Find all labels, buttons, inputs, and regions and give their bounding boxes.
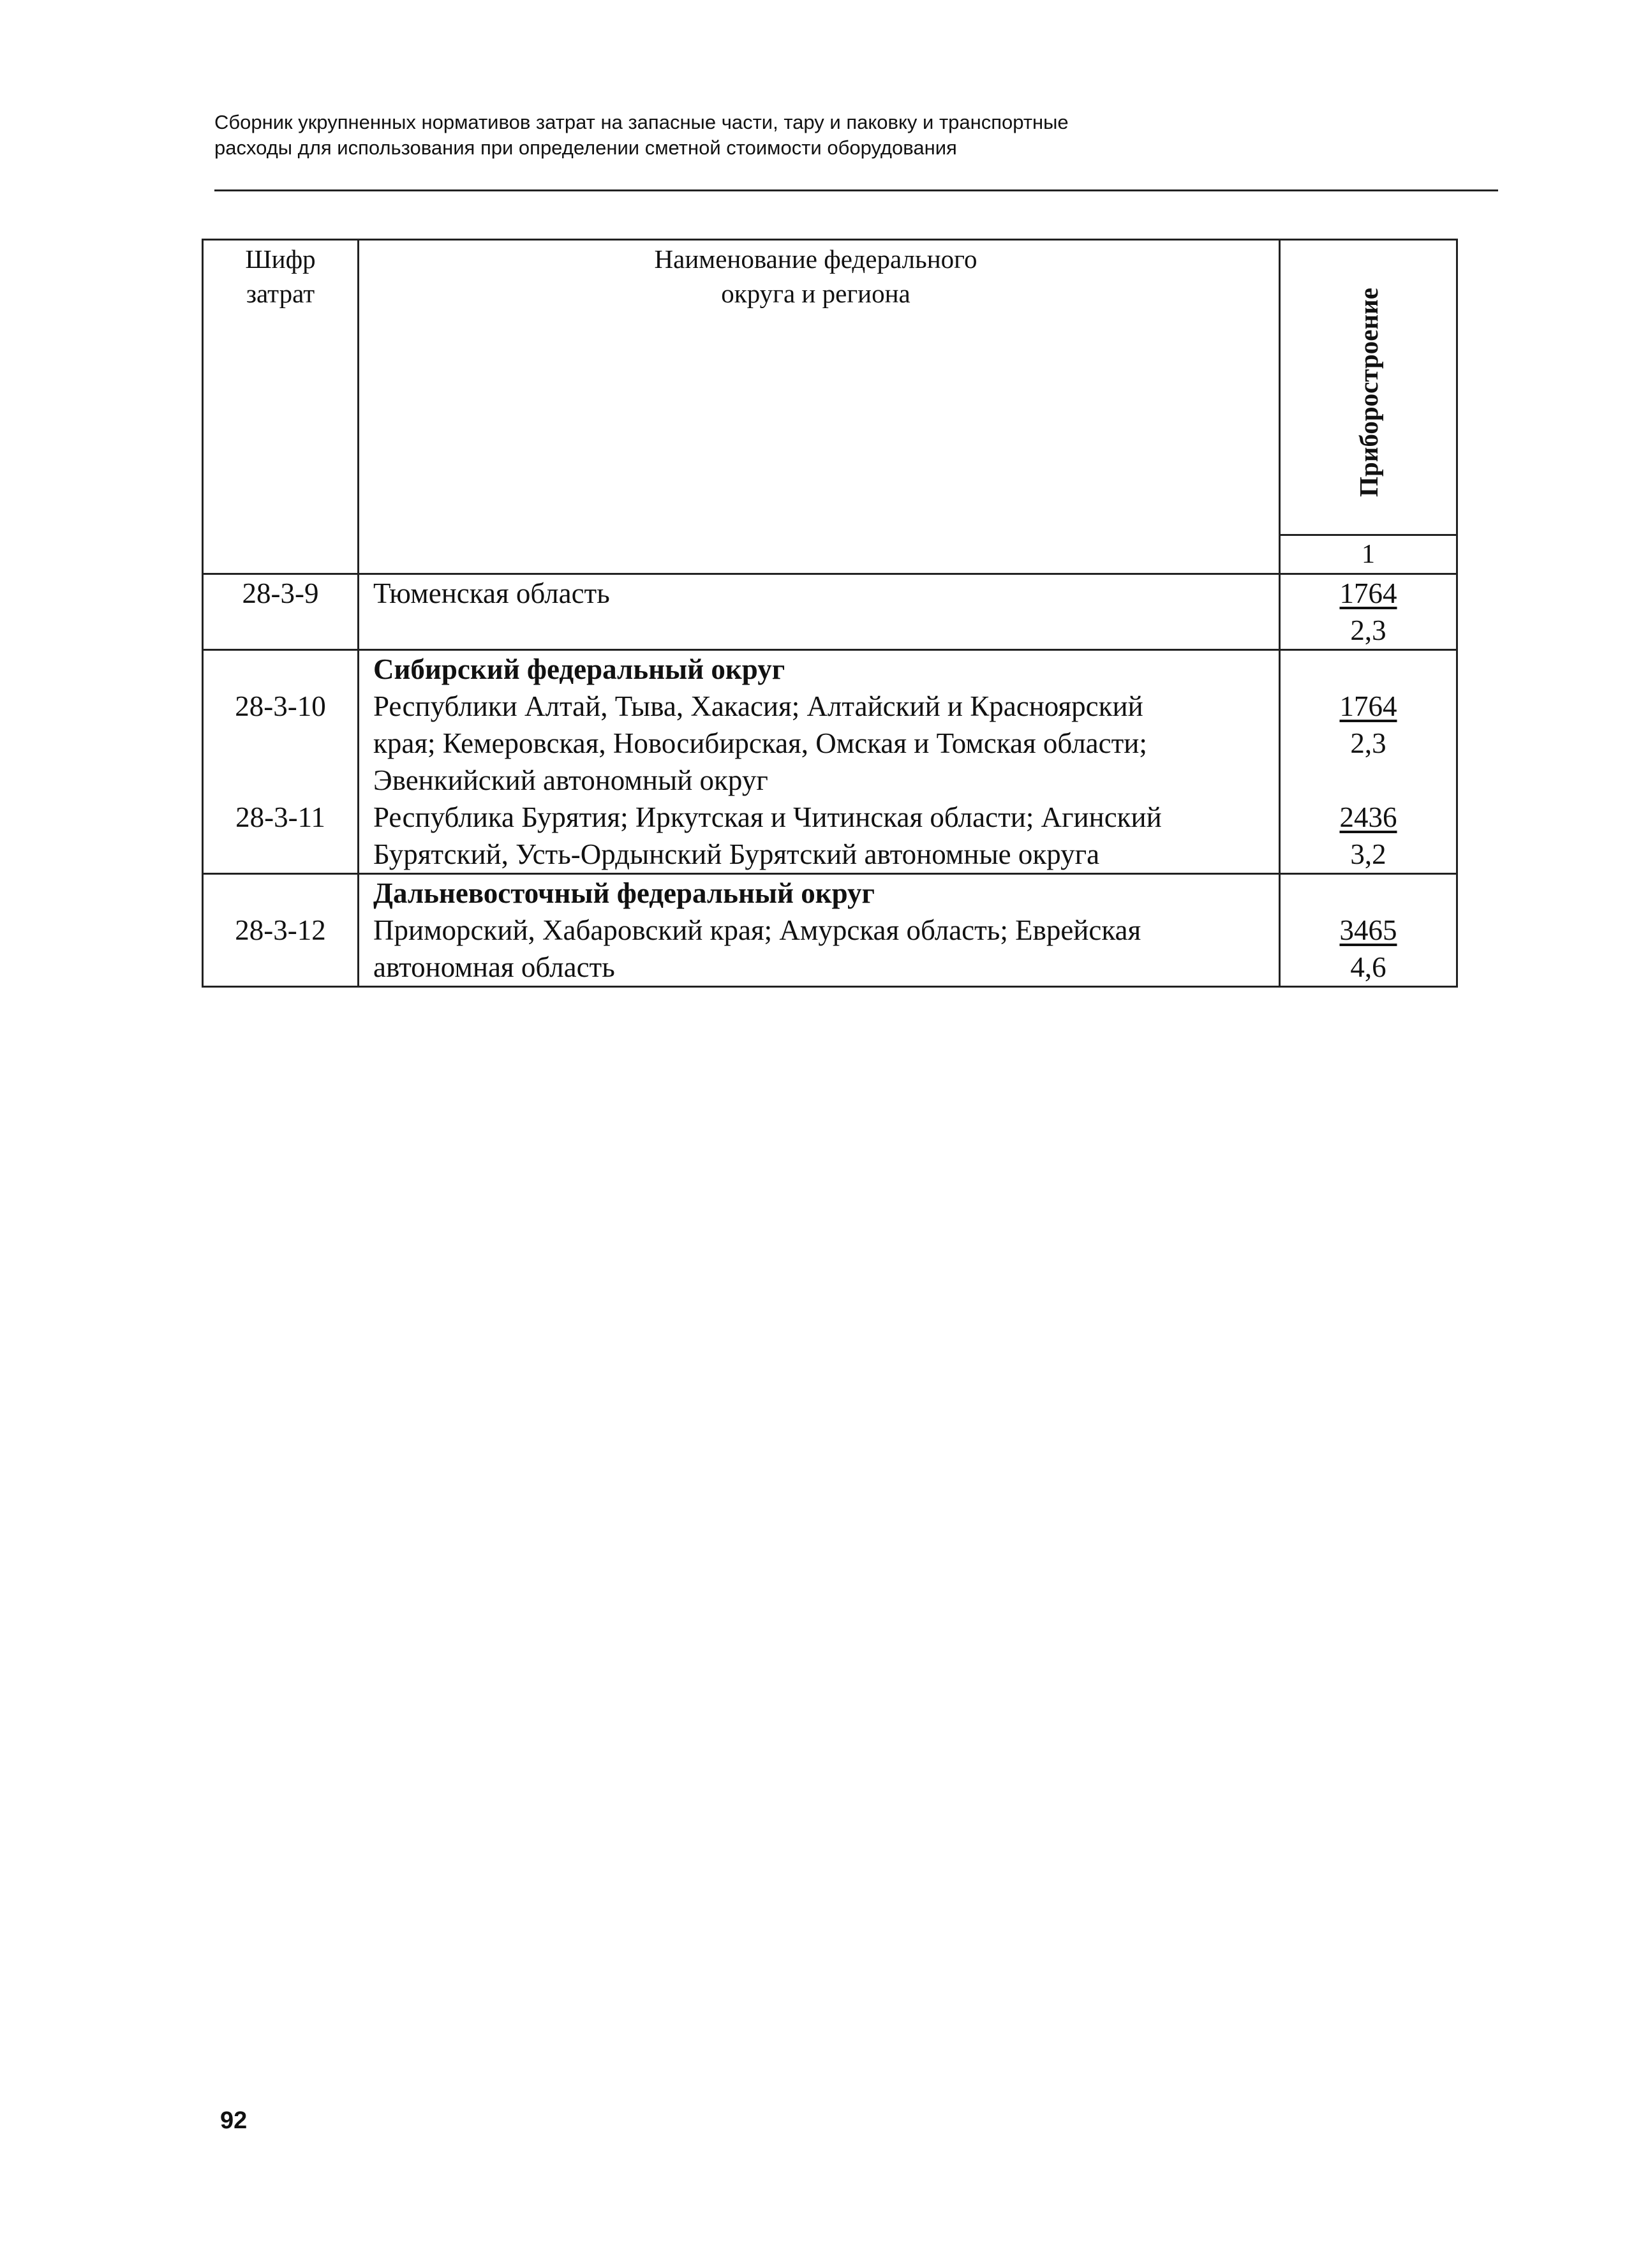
cell-code-28-3-10: 28-3-10	[235, 690, 326, 722]
cell-values-far-east	[1280, 874, 1457, 987]
district-title-siberian: Сибирский федеральный округ	[373, 653, 785, 685]
cell-code-28-3-11: 28-3-11	[235, 801, 325, 833]
value-top-tumen: 1764	[1339, 577, 1397, 609]
table-header-row	[203, 240, 1457, 535]
value-top-28-3-12: 3465	[1339, 914, 1397, 946]
cost-norms-table	[202, 239, 1458, 988]
header-divider	[214, 189, 1498, 191]
value-bottom-28-3-10: 2,3	[1350, 727, 1386, 759]
code-spacer	[204, 762, 357, 799]
table-row-siberian-district	[203, 650, 1457, 874]
header-cell-column-number: 1	[1280, 535, 1457, 574]
cell-codes-siberian	[203, 650, 359, 874]
value-bottom-28-3-11: 3,2	[1350, 838, 1386, 870]
code-spacer	[204, 836, 357, 873]
table-row-far-east-district	[203, 874, 1457, 987]
header-cell-name	[359, 240, 1280, 574]
region-text-28-3-10-line-2: края; Кемеровская, Новосибирская, Омская и Томская области;	[373, 727, 1147, 759]
running-header-line-1: Сборник укрупненных нормативов затрат на запасные части, тару и паковку и транспортные	[214, 111, 1069, 133]
cell-names-far-east	[359, 874, 1280, 987]
header-cell-value	[1280, 240, 1457, 535]
running-header-line-2: расходы для использования при определении сметной стоимости оборудования	[214, 137, 957, 159]
region-text-28-3-10-line-3: Эвенкийский автономный округ	[373, 764, 768, 796]
header-code-line-1: Шифр	[245, 244, 316, 274]
cell-value-tumen	[1280, 574, 1457, 650]
value-top-28-3-11: 2436	[1339, 801, 1397, 833]
value-spacer	[1281, 762, 1456, 799]
region-text-28-3-11-line-1: Республика Бурятия; Иркутская и Читинская области; Агинский	[373, 801, 1162, 833]
code-spacer	[204, 651, 357, 688]
value-spacer	[1281, 875, 1456, 912]
cell-values-siberian	[1280, 650, 1457, 874]
region-text-28-3-10-line-1: Республики Алтай, Тыва, Хакасия; Алтайский и Красноярский	[373, 690, 1143, 722]
header-value-vertical-label: Приборостроение	[1353, 288, 1383, 497]
value-top-28-3-10: 1764	[1339, 690, 1397, 722]
cell-codes-far-east	[203, 874, 359, 987]
cell-name-tumen: Тюменская область	[359, 574, 1280, 650]
header-name-line-1: Наименование федерального	[654, 244, 977, 274]
region-text-28-3-11-line-2: Бурятский, Усть-Ордынский Бурятский автономные округа	[373, 838, 1100, 870]
table-row-tumen	[203, 574, 1457, 650]
code-spacer	[204, 725, 357, 762]
region-text-28-3-12-line-1: Приморский, Хабаровский края; Амурская область; Еврейская	[373, 914, 1141, 946]
district-title-far-east: Дальневосточный федеральный округ	[373, 877, 875, 909]
code-spacer	[204, 949, 357, 986]
cell-names-siberian	[359, 650, 1280, 874]
cell-code-28-3-9: 28-3-9	[203, 574, 359, 650]
header-code-line-2: затрат	[246, 279, 315, 308]
header-name-line-2: округа и региона	[721, 279, 910, 308]
running-header	[214, 110, 1490, 161]
value-bottom-28-3-12: 4,6	[1350, 951, 1386, 983]
code-spacer	[204, 875, 357, 912]
header-cell-code	[203, 240, 359, 574]
page-number: 92	[220, 2107, 248, 2134]
cell-code-28-3-12: 28-3-12	[235, 914, 326, 946]
value-bottom-tumen: 2,3	[1350, 614, 1386, 646]
value-spacer	[1281, 651, 1456, 688]
region-text-28-3-12-line-2: автономная область	[373, 951, 615, 983]
